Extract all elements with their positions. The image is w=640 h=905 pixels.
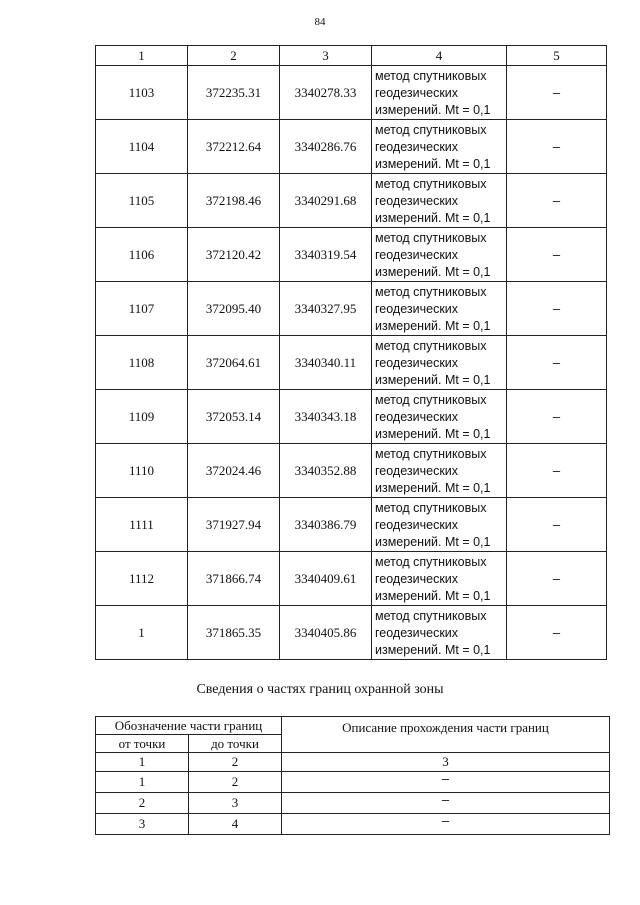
table-row	[96, 336, 607, 390]
description-header: Описание прохождения части границ	[282, 717, 610, 753]
table-row	[96, 552, 607, 606]
from-point-cell: 2	[96, 793, 189, 814]
note-cell: –	[507, 66, 607, 120]
method-line: измерений. Mt = 0,1	[375, 265, 491, 279]
note-cell: –	[507, 552, 607, 606]
numbering-cell: 2	[189, 753, 282, 772]
point-number-cell: 1105	[96, 174, 188, 228]
table-row	[96, 228, 607, 282]
numbering-cell: 3	[282, 753, 610, 772]
y-coordinate-cell: 3340386.79	[280, 498, 372, 552]
y-coordinate-cell: 3340409.61	[280, 552, 372, 606]
column-header-y: 3	[280, 46, 372, 66]
x-coordinate-cell: 371866.74	[188, 552, 280, 606]
from-point-cell: 3	[96, 814, 189, 835]
point-number-cell: 1104	[96, 120, 188, 174]
method-line: метод спутниковых	[375, 339, 487, 353]
note-cell: –	[507, 444, 607, 498]
note-cell: –	[507, 390, 607, 444]
x-coordinate-cell: 371927.94	[188, 498, 280, 552]
method-line: геодезических	[375, 302, 459, 316]
point-number-cell: 1111	[96, 498, 188, 552]
method-cell	[372, 552, 507, 606]
method-cell	[372, 120, 507, 174]
method-line: геодезических	[375, 464, 459, 478]
point-number-cell: 1110	[96, 444, 188, 498]
to-point-cell: 4	[189, 814, 282, 835]
method-line: измерений. Mt = 0,1	[375, 427, 491, 441]
boundary-parts-body	[96, 772, 610, 835]
note-cell: –	[507, 336, 607, 390]
method-line: измерений. Mt = 0,1	[375, 373, 491, 387]
table-row	[96, 444, 607, 498]
point-number-cell: 1106	[96, 228, 188, 282]
x-coordinate-cell: 372120.42	[188, 228, 280, 282]
table-row	[96, 390, 607, 444]
note-cell: –	[507, 120, 607, 174]
method-line: метод спутниковых	[375, 447, 487, 461]
y-coordinate-cell: 3340319.54	[280, 228, 372, 282]
x-coordinate-cell: 372095.40	[188, 282, 280, 336]
x-coordinate-cell: 372212.64	[188, 120, 280, 174]
page-number: 84	[314, 16, 326, 28]
to-point-cell: 3	[189, 793, 282, 814]
table-row	[96, 793, 610, 814]
to-point-cell: 2	[189, 772, 282, 793]
coordinates-table	[95, 45, 607, 660]
method-cell	[372, 336, 507, 390]
method-cell	[372, 66, 507, 120]
boundary-parts-table	[95, 716, 610, 835]
to-point-header: до точки	[189, 735, 282, 753]
method-cell	[372, 174, 507, 228]
point-number-cell: 1109	[96, 390, 188, 444]
method-line: геодезических	[375, 86, 459, 100]
method-cell	[372, 282, 507, 336]
method-line: измерений. Mt = 0,1	[375, 481, 491, 495]
method-line: геодезических	[375, 410, 459, 424]
method-line: геодезических	[375, 194, 459, 208]
point-number-cell: 1107	[96, 282, 188, 336]
method-line: измерений. Mt = 0,1	[375, 103, 491, 117]
column-header-method: 4	[372, 46, 507, 66]
method-line: геодезических	[375, 356, 459, 370]
method-line: метод спутниковых	[375, 501, 487, 515]
from-point-cell: 1	[96, 772, 189, 793]
table-row	[96, 772, 610, 793]
method-line: геодезических	[375, 626, 459, 640]
method-line: геодезических	[375, 248, 459, 262]
x-coordinate-cell: 372053.14	[188, 390, 280, 444]
method-line: измерений. Mt = 0,1	[375, 643, 491, 657]
description-cell: –	[282, 814, 610, 835]
method-line: метод спутниковых	[375, 231, 487, 245]
coordinates-table-body	[96, 66, 607, 660]
table-row	[96, 174, 607, 228]
y-coordinate-cell: 3340291.68	[280, 174, 372, 228]
table-row	[96, 498, 607, 552]
column-header-point: 1	[96, 46, 188, 66]
point-number-cell: 1103	[96, 66, 188, 120]
parts-header-row-1	[96, 717, 610, 735]
y-coordinate-cell: 3340286.76	[280, 120, 372, 174]
method-cell	[372, 228, 507, 282]
y-coordinate-cell: 3340340.11	[280, 336, 372, 390]
x-coordinate-cell: 372064.61	[188, 336, 280, 390]
table-row	[96, 606, 607, 660]
point-number-cell: 1108	[96, 336, 188, 390]
note-cell: –	[507, 606, 607, 660]
coordinates-table-header-row	[96, 46, 607, 66]
method-line: измерений. Mt = 0,1	[375, 211, 491, 225]
method-line: метод спутниковых	[375, 393, 487, 407]
method-line: метод спутниковых	[375, 609, 487, 623]
point-number-cell: 1	[96, 606, 188, 660]
method-line: измерений. Mt = 0,1	[375, 535, 491, 549]
y-coordinate-cell: 3340405.86	[280, 606, 372, 660]
parts-numbering-row	[96, 753, 610, 772]
method-cell	[372, 606, 507, 660]
section-title: Сведения о частях границ охранной зоны	[196, 682, 444, 697]
note-cell: –	[507, 498, 607, 552]
column-header-x: 2	[188, 46, 280, 66]
x-coordinate-cell: 372235.31	[188, 66, 280, 120]
method-line: метод спутниковых	[375, 123, 487, 137]
from-point-header: от точки	[96, 735, 189, 753]
method-line: геодезических	[375, 140, 459, 154]
method-line: измерений. Mt = 0,1	[375, 319, 491, 333]
table-row	[96, 120, 607, 174]
method-line: измерений. Mt = 0,1	[375, 589, 491, 603]
description-cell: –	[282, 772, 610, 793]
point-number-cell: 1112	[96, 552, 188, 606]
method-line: метод спутниковых	[375, 177, 487, 191]
x-coordinate-cell: 371865.35	[188, 606, 280, 660]
note-cell: –	[507, 228, 607, 282]
method-line: метод спутниковых	[375, 285, 487, 299]
method-line: измерений. Mt = 0,1	[375, 157, 491, 171]
y-coordinate-cell: 3340343.18	[280, 390, 372, 444]
note-cell: –	[507, 174, 607, 228]
method-cell	[372, 444, 507, 498]
note-cell: –	[507, 282, 607, 336]
y-coordinate-cell: 3340278.33	[280, 66, 372, 120]
table-row	[96, 282, 607, 336]
column-header-note: 5	[507, 46, 607, 66]
x-coordinate-cell: 372198.46	[188, 174, 280, 228]
method-line: геодезических	[375, 572, 459, 586]
numbering-cell: 1	[96, 753, 189, 772]
method-line: метод спутниковых	[375, 555, 487, 569]
table-row	[96, 814, 610, 835]
table-row	[96, 66, 607, 120]
method-cell	[372, 390, 507, 444]
boundary-designation-header: Обозначение части границ	[96, 717, 282, 735]
method-cell	[372, 498, 507, 552]
y-coordinate-cell: 3340327.95	[280, 282, 372, 336]
method-line: геодезических	[375, 518, 459, 532]
y-coordinate-cell: 3340352.88	[280, 444, 372, 498]
x-coordinate-cell: 372024.46	[188, 444, 280, 498]
description-cell: –	[282, 793, 610, 814]
method-line: метод спутниковых	[375, 69, 487, 83]
